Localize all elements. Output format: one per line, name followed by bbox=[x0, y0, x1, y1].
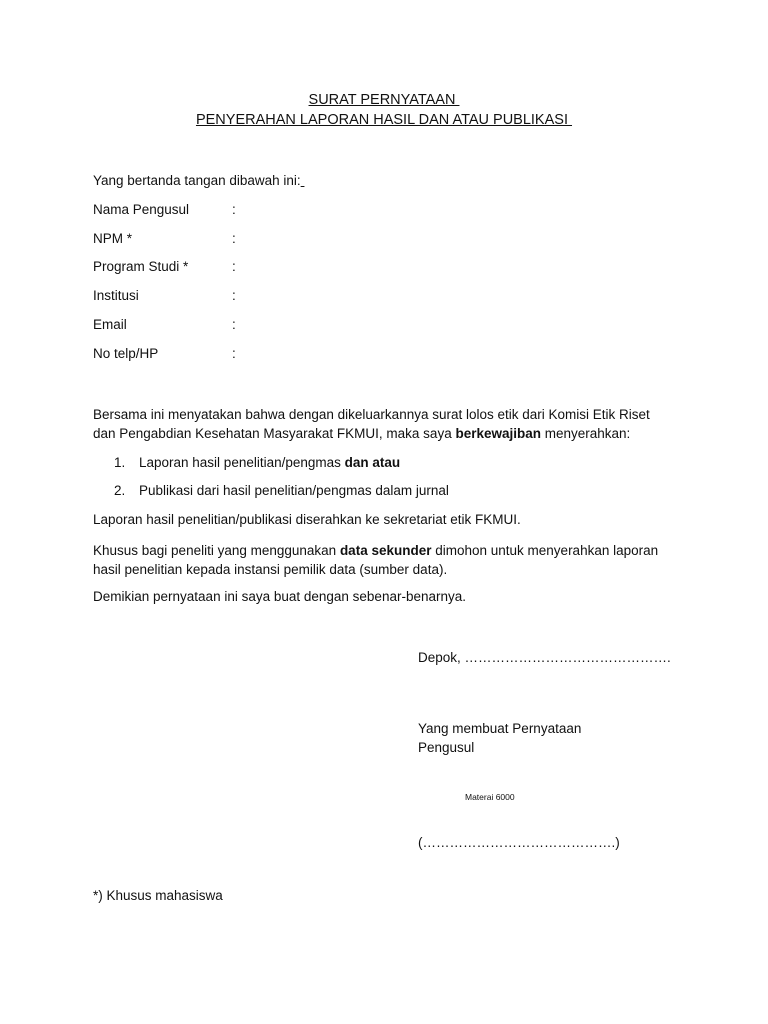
place-date: Depok, ………………………………………. bbox=[418, 650, 671, 665]
field-colon-program-studi: : bbox=[232, 259, 236, 274]
intro-text bbox=[93, 173, 304, 188]
statement-line-2-a: dan Pengabdian Kesehatan Masyarakat FKMUI, maka saya bbox=[93, 426, 456, 441]
list-item-1-text: Laporan hasil penelitian/pengmas bbox=[139, 455, 345, 470]
secondary-line-1-a: Khusus bagi peneliti yang menggunakan bbox=[93, 543, 340, 558]
title-line-1: SURAT PERNYATAAN bbox=[308, 92, 460, 108]
signer-role: Pengusul bbox=[418, 740, 475, 755]
field-label-telp: No telp/HP bbox=[93, 346, 159, 361]
statement-line-2-b: menyerahkan: bbox=[541, 426, 631, 441]
list-item-1 bbox=[139, 455, 400, 470]
field-label-institusi: Institusi bbox=[93, 288, 139, 303]
intro-underline bbox=[301, 173, 305, 188]
secondary-data-paragraph bbox=[93, 541, 693, 579]
footnote: *) Khusus mahasiswa bbox=[93, 888, 223, 903]
list-item-2 bbox=[139, 483, 449, 498]
closing-paragraph: Demikian pernyataan ini saya buat dengan sebenar-benarnya. bbox=[93, 589, 466, 604]
list-item-1-bold: dan atau bbox=[344, 455, 401, 470]
field-label-npm: NPM * bbox=[93, 231, 133, 246]
statement-line-1: Bersama ini menyatakan bahwa dengan dikeluarkannya surat lolos etik dari Komisi Etik Riset bbox=[93, 407, 650, 422]
field-colon-email: : bbox=[232, 317, 236, 332]
secondary-line-1-b: dimohon untuk menyerahkan laporan bbox=[431, 543, 659, 558]
field-colon-telp: : bbox=[232, 346, 236, 361]
secondary-line-1 bbox=[93, 541, 693, 560]
field-label-email: Email bbox=[93, 317, 127, 332]
field-colon-institusi: : bbox=[232, 288, 236, 303]
list-number-2: 2. bbox=[114, 483, 126, 498]
stamp-label: Materai 6000 bbox=[465, 792, 515, 802]
statement-paragraph bbox=[93, 405, 693, 443]
document-title bbox=[0, 90, 768, 130]
field-colon-npm: : bbox=[232, 231, 236, 246]
signer-name-placeholder: (…………………………………….) bbox=[418, 835, 620, 850]
title-line-2: PENYERAHAN LAPORAN HASIL DAN ATAU PUBLIKASI bbox=[195, 112, 573, 128]
field-label-nama: Nama Pengusul bbox=[93, 202, 190, 217]
report-paragraph: Laporan hasil penelitian/publikasi diserahkan ke sekretariat etik FKMUI. bbox=[93, 512, 521, 527]
secondary-bold: data sekunder bbox=[339, 543, 432, 558]
list-number-1: 1. bbox=[114, 455, 126, 470]
statement-bold: berkewajiban bbox=[455, 426, 541, 441]
field-label-program-studi: Program Studi * bbox=[93, 259, 189, 274]
statement-line-2 bbox=[93, 424, 693, 443]
signer-statement-label: Yang membuat Pernyataan bbox=[418, 721, 582, 736]
secondary-line-2: hasil penelitian kepada instansi pemilik data (sumber data). bbox=[93, 562, 448, 577]
list-item-2-text: Publikasi dari hasil penelitian/pengmas dalam jurnal bbox=[139, 483, 449, 498]
field-colon-nama: : bbox=[232, 202, 236, 217]
intro-label: Yang bertanda tangan dibawah ini: bbox=[93, 173, 301, 188]
